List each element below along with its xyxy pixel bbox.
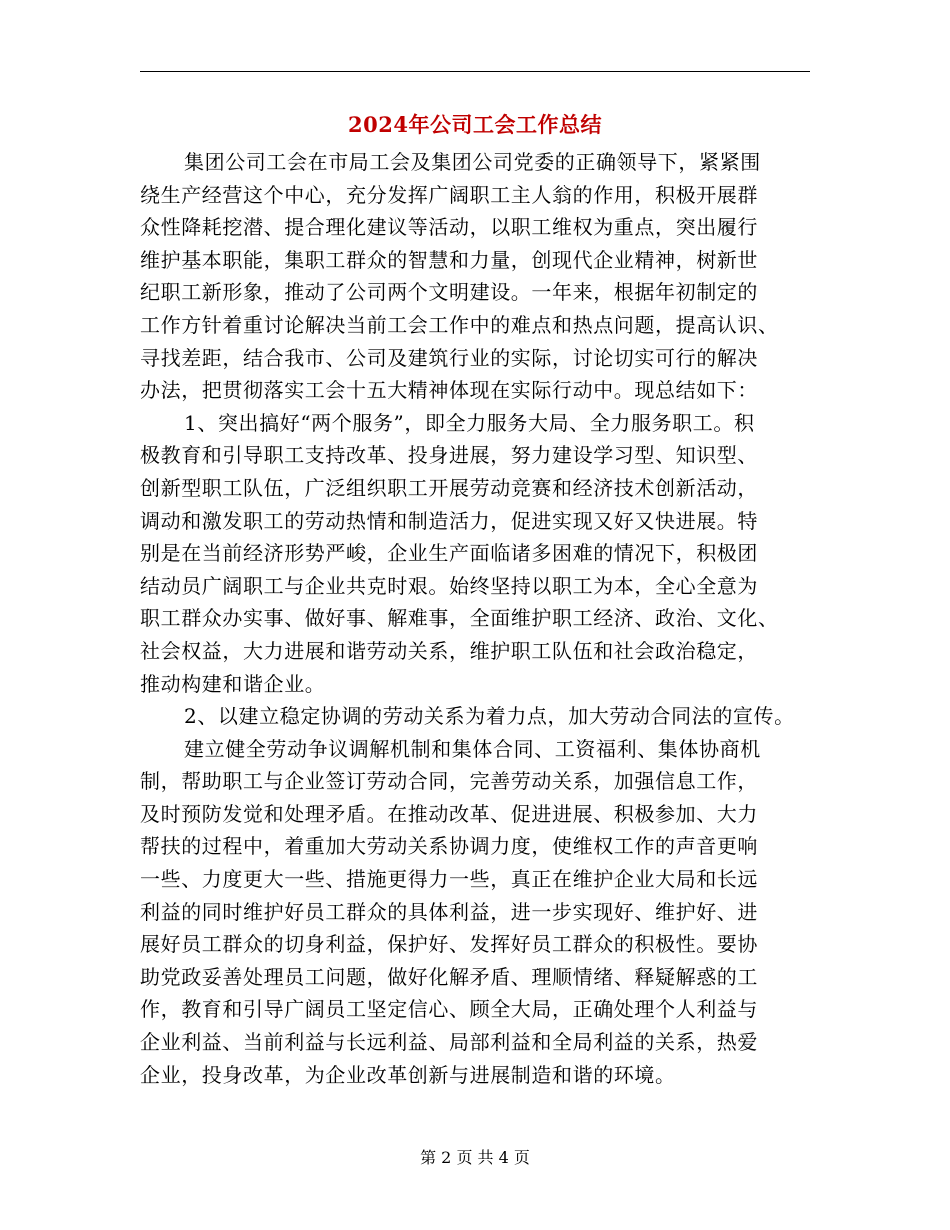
text-line: 一些、力度更大一些、措施更得力一些，真正在维护企业大局和长远	[140, 867, 758, 892]
text-line: 企业，投身改革，为企业改革创新与进展制造和谐的环境。	[140, 1062, 676, 1087]
text-line: 展好员工群众的切身利益，保护好、发挥好员工群众的积极性。要协	[140, 932, 758, 957]
text-line: 工作方针着重讨论解决当前工会工作中的难点和热点问题，提高认识、	[140, 312, 779, 337]
text-line: 纪职工新形象，推动了公司两个文明建设。一年来，根据年初制定的	[140, 280, 758, 305]
text-line: 集团公司工会在市局工会及集团公司党委的正确领导下，紧紧围	[184, 150, 761, 174]
text-line: 助党政妥善处理员工问题，做好化解矛盾、理顺情绪、释疑解惑的工	[140, 964, 758, 989]
text-line: 2、以建立稳定协调的劳动关系为着力点，加大劳动合同法的宣传。	[184, 704, 795, 729]
text-line: 推动构建和谐企业。	[140, 671, 326, 696]
text-line: 制，帮助职工与企业签订劳动合同，完善劳动关系，加强信息工作，	[140, 769, 758, 794]
document-title: 2024年公司工会工作总结	[348, 112, 602, 137]
text-line: 1、突出搞好“两个服务”，即全力服务大局、全力服务职工。积	[184, 410, 755, 435]
text-line: 调动和激发职工的劳动热情和制造活力，促进实现又好又快进展。特	[140, 508, 758, 533]
text-line: 帮扶的过程中，着重加大劳动关系协调力度，使维权工作的声音更响	[140, 834, 758, 859]
text-line: 职工群众办实事、做好事、解难事，全面维护职工经济、政治、文化、	[140, 606, 779, 631]
text-line: 创新型职工队伍，广泛组织职工开展劳动竞赛和经济技术创新活动，	[140, 475, 758, 500]
header-rule	[140, 71, 810, 72]
text-line: 别是在当前经济形势严峻，企业生产面临诸多困难的情况下，积极团	[140, 541, 758, 566]
page-number: 第 2 页 共 4 页	[420, 1148, 530, 1167]
text-line: 企业利益、当前利益与长远利益、局部利益和全局利益的关系，热爱	[140, 1030, 758, 1055]
text-line: 社会权益，大力进展和谐劳动关系，维护职工队伍和社会政治稳定，	[140, 638, 758, 663]
text-line: 及时预防发觉和处理矛盾。在推动改革、促进进展、积极参加、大力	[140, 801, 758, 826]
text-line: 利益的同时维护好员工群众的具体利益，进一步实现好、维护好、进	[140, 899, 758, 924]
document-body	[140, 146, 820, 1091]
text-line: 寻找差距，结合我市、公司及建筑行业的实际，讨论切实可行的解决	[140, 345, 758, 370]
text-line: 维护基本职能，集职工群众的智慧和力量，创现代企业精神，树新世	[140, 247, 758, 272]
text-line: 办法，把贯彻落实工会十五大精神体现在实际行动中。现总结如下：	[140, 378, 758, 403]
text-line: 建立健全劳动争议调解机制和集体合同、工资福利、集体协商机	[184, 736, 761, 761]
text-line: 绕生产经营这个中心，充分发挥广阔职工主人翁的作用，积极开展群	[140, 182, 758, 207]
text-line: 作，教育和引导广阔员工坚定信心、顾全大局，正确处理个人利益与	[140, 997, 758, 1022]
text-line: 极教育和引导职工支持改革、投身进展，努力建设学习型、知识型、	[140, 443, 758, 468]
text-line: 结动员广阔职工与企业共克时艰。始终坚持以职工为本，全心全意为	[140, 573, 758, 598]
text-line: 众性降耗挖潜、提合理化建议等活动，以职工维权为重点，突出履行	[140, 215, 758, 240]
